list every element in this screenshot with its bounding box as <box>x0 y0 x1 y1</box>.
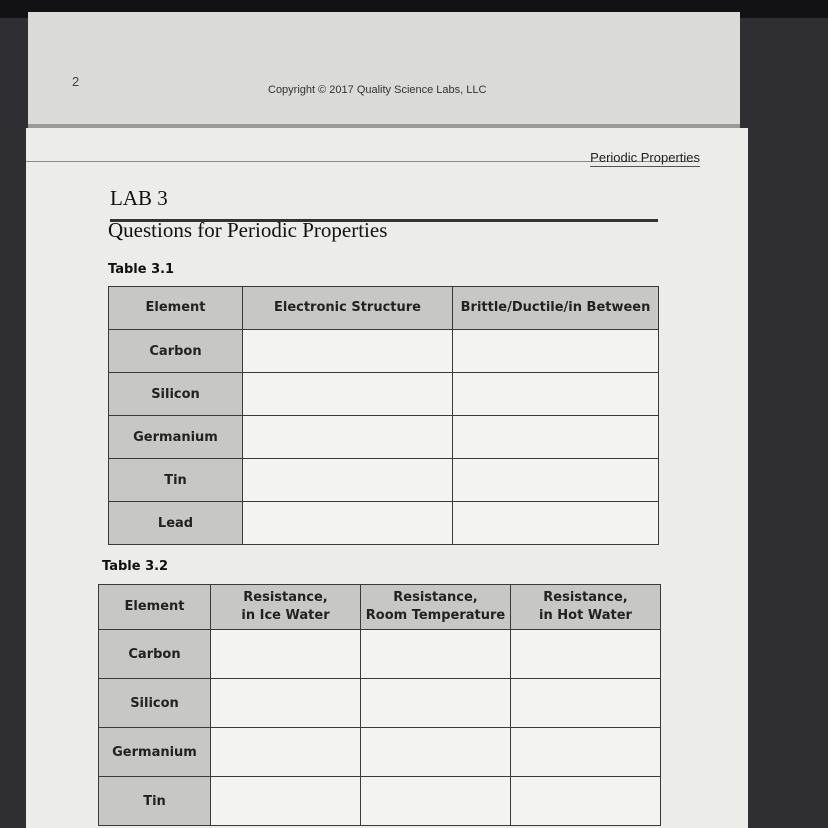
header-element: Element <box>109 287 243 330</box>
table-row <box>109 416 659 459</box>
running-head: Periodic Properties <box>590 150 700 165</box>
answer-cell[interactable] <box>453 330 659 373</box>
answer-cell[interactable] <box>361 679 511 728</box>
answer-cell[interactable] <box>211 777 361 826</box>
header-resistance-hot-water <box>511 585 661 630</box>
previous-page-bottom <box>28 12 740 124</box>
table-row <box>99 777 661 826</box>
answer-cell[interactable] <box>453 373 659 416</box>
page-number: 2 <box>72 74 80 89</box>
element-label: Carbon <box>109 330 243 373</box>
table-3-2 <box>98 584 661 826</box>
answer-cell[interactable] <box>211 679 361 728</box>
header-line: Resistance, <box>543 590 628 605</box>
table-header-row <box>109 287 659 330</box>
header-resistance-room-temperature <box>361 585 511 630</box>
answer-cell[interactable] <box>361 728 511 777</box>
answer-cell[interactable] <box>211 728 361 777</box>
header-line: in Ice Water <box>241 608 330 623</box>
answer-cell[interactable] <box>361 777 511 826</box>
header-brittle-ductile: Brittle/Ductile/in Between <box>453 287 659 330</box>
answer-cell[interactable] <box>243 502 453 545</box>
answer-cell[interactable] <box>511 728 661 777</box>
element-label: Germanium <box>109 416 243 459</box>
answer-cell[interactable] <box>453 459 659 502</box>
element-label: Silicon <box>109 373 243 416</box>
header-line: Element <box>124 599 185 614</box>
header-line: Room Temperature <box>365 608 506 623</box>
answer-cell[interactable] <box>243 330 453 373</box>
element-label: Silicon <box>99 679 211 728</box>
lab-subtitle: Questions for Periodic Properties <box>108 218 388 242</box>
copyright-notice: Copyright © 2017 Quality Science Labs, LLC <box>268 84 487 96</box>
answer-cell[interactable] <box>511 777 661 826</box>
answer-cell[interactable] <box>511 630 661 679</box>
lab-title: LAB 3 <box>110 186 168 210</box>
answer-cell[interactable] <box>453 502 659 545</box>
worksheet-page <box>26 128 748 828</box>
table-row <box>109 459 659 502</box>
element-label: Tin <box>109 459 243 502</box>
header-line: in Hot Water <box>539 608 632 623</box>
table-row <box>99 630 661 679</box>
header-resistance-ice-water <box>211 585 361 630</box>
table-row <box>109 330 659 373</box>
answer-cell[interactable] <box>211 630 361 679</box>
answer-cell[interactable] <box>361 630 511 679</box>
table-row <box>99 679 661 728</box>
element-label: Tin <box>99 777 211 826</box>
table-row <box>99 728 661 777</box>
element-label: Germanium <box>99 728 211 777</box>
header-electronic-structure: Electronic Structure <box>243 287 453 330</box>
header-line: Resistance, <box>243 590 328 605</box>
header-element <box>99 585 211 630</box>
answer-cell[interactable] <box>511 679 661 728</box>
element-label: Lead <box>109 502 243 545</box>
table-header-row <box>99 585 661 630</box>
table-row <box>109 502 659 545</box>
answer-cell[interactable] <box>243 459 453 502</box>
header-line: Resistance, <box>393 590 478 605</box>
table-row <box>109 373 659 416</box>
table-3-1 <box>108 286 659 545</box>
answer-cell[interactable] <box>453 416 659 459</box>
answer-cell[interactable] <box>243 373 453 416</box>
table-3-1-caption: Table 3.1 <box>108 262 175 277</box>
table-3-2-caption: Table 3.2 <box>102 559 169 574</box>
element-label: Carbon <box>99 630 211 679</box>
answer-cell[interactable] <box>243 416 453 459</box>
